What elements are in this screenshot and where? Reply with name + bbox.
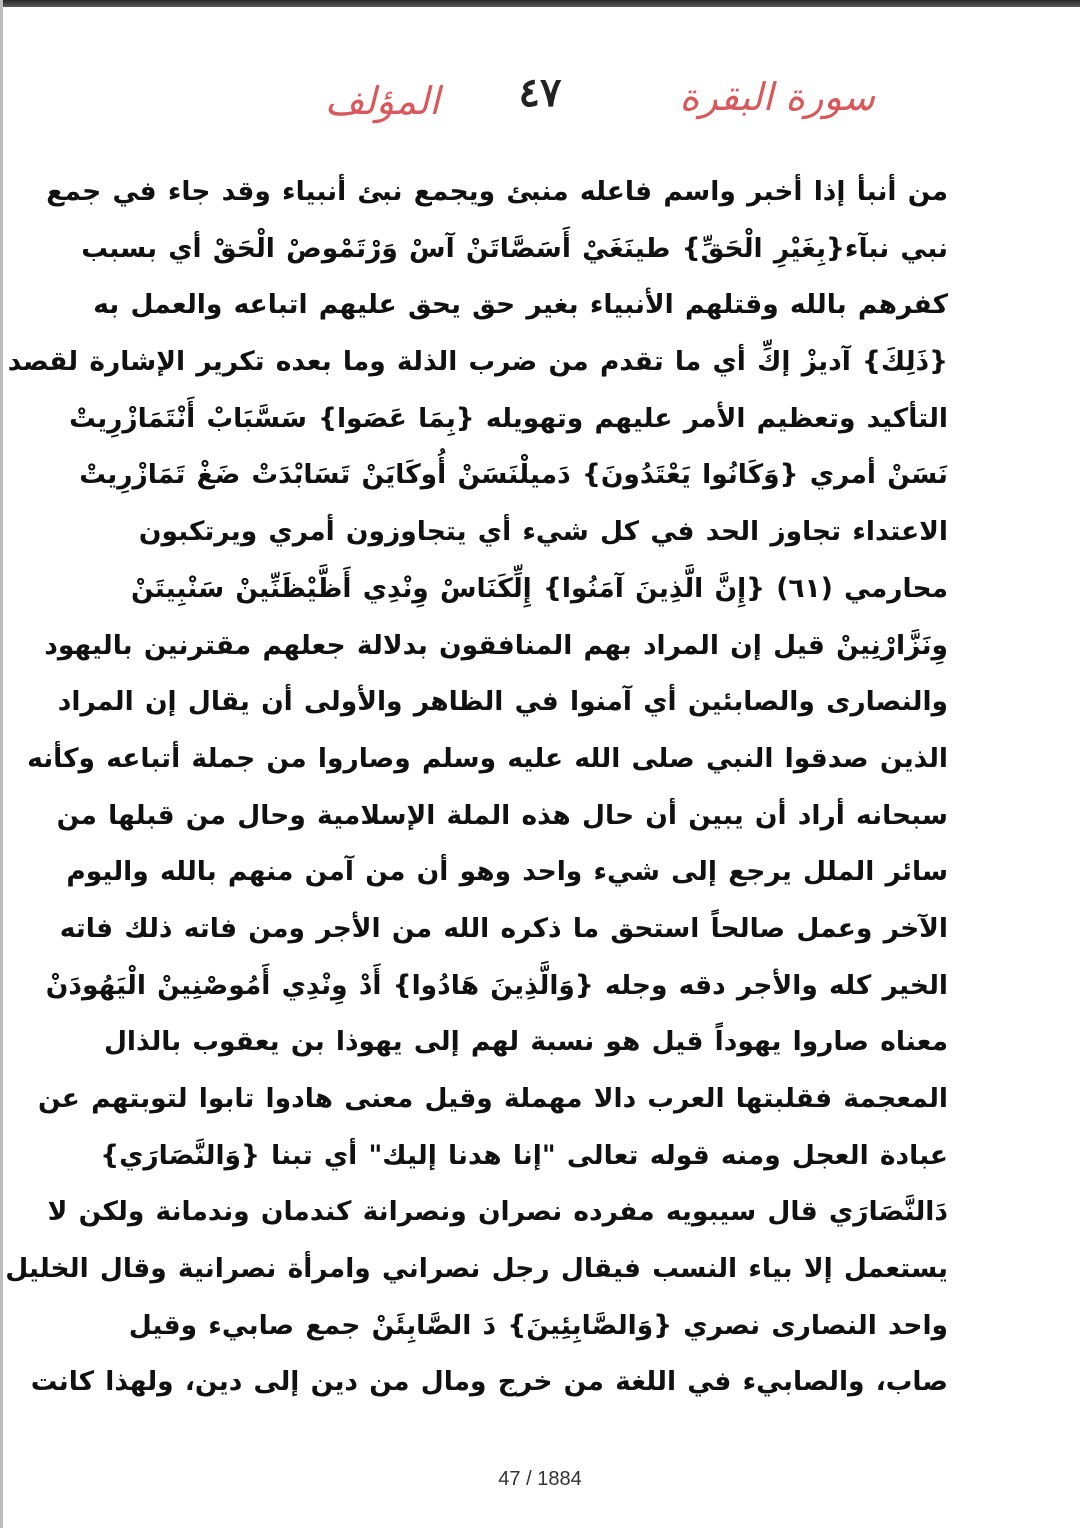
text-line: يستعمل إلا بياء النسب فيقال رجل نصراني وامرأة نصرانية وقال الخليل: [5, 1253, 948, 1285]
text-line: سائر الملل يرجع إلى شيء واحد وهو أن من آمن منهم بالله واليوم: [66, 856, 948, 888]
text-line: وِنَزَّارْنِينْ قيل إن المراد بهم المنافقون بدلالة جعلهم مقترنين باليهود: [44, 629, 948, 661]
text-line: سبحانه أراد أن يبين أن حال هذه الملة الإسلامية وحال من قبلها من: [56, 799, 948, 831]
text-line: الخير كله والأجر دقه وجله {وَالَّذِينَ هَادُوا} أَدْ وِنْدِي أَمُوصْنِينْ الْيَهُودَنْ: [45, 969, 948, 1001]
scan-left-edge: [0, 0, 3, 1528]
text-line: واحد النصارى نصري {وَالصَّابِئِينَ} دَ الصَّابِئَنْ جمع صابيء وقيل: [128, 1309, 948, 1341]
scan-top-edge: [0, 0, 1080, 7]
text-line: الآخر وعمل صالحاً استحق ما ذكره الله من الأجر ومن فاته ذلك فاته: [59, 912, 948, 944]
text-line: الاعتداء تجاوز الحد في كل شيء أي يتجاوزون أمري ويرتكبون: [138, 516, 948, 548]
body-text: [5, 164, 948, 1411]
text-line: المعجمة فقلبتها العرب دالا مهملة وقيل معنى هادوا تابوا لتوبتهم عن: [37, 1083, 948, 1114]
text-line: صاب، والصابيء في اللغة من خرج ومال من دين إلى دين، ولهذا كانت: [30, 1366, 948, 1398]
text-line: التأكيد وتعظيم الأمر عليهم وتهويله {بِمَا عَصَوا} سَسَّبَابْ أَنْتَمَازْرِيتْ: [69, 402, 948, 434]
page-number: ٤٧: [518, 69, 562, 116]
page-header: [0, 60, 1080, 140]
text-line: عبادة العجل ومنه قوله تعالى "إنا هدنا إليك" أي تبنا {وَالنَّصَارَي}: [100, 1139, 948, 1171]
text-line: الذين صدقوا النبي صلى الله عليه وسلم وصاروا من جملة أتباعه وكأنه: [27, 742, 948, 774]
text-line: {ذَلِكَ} آديزْ إكِّ أي ما تقدم من ضرب الذلة وما بعده تكرير الإشارة لقصد: [7, 346, 948, 378]
surah-title: سورة البقرة: [679, 75, 875, 119]
text-line: والنصارى والصابئين أي آمنوا في الظاهر والأولى أن يقال إن المراد: [57, 686, 948, 718]
text-line: معناه صاروا يهوداً قيل هو نسبة لهم إلى يهوذا بن يعقوب بالذال: [103, 1026, 948, 1058]
text-line: نبي نبآء{بِغَيْرِ الْحَقِّ} طينَغَيْ أَسَصَّاتَنْ آسْ وَرْتَمْوصْ الْحَقْ أي بسبب: [81, 232, 948, 264]
author-label: المؤلف: [325, 79, 440, 123]
text-line: كفرهم بالله وقتلهم الأنبياء بغير حق يحق عليهم اتباعه والعمل به: [93, 289, 948, 321]
text-line: من أنبأ إذا أخبر واسم فاعله منبئ ويجمع نبئ أنبياء وقد جاء في جمع: [46, 176, 948, 207]
text-line: نَسَنْ أمري {وَكَانُوا يَعْتَدُونَ} دَميلْنَسَنْ أُوكَايَنْ تَسَابْدَتْ ضَغْ تَمَازْرِيتْ: [79, 459, 948, 491]
page-indicator: 47 / 1884: [498, 1468, 582, 1490]
text-line: محارمي (٦١) {إِنَّ الَّذِينَ آمَنُوا} إِلِّكَنَاسْ وِنْدِي أَظَّيْظَنِّينْ سَنْبِيتَنْ: [130, 572, 948, 604]
text-line: دَالنَّصَارَي قال سيبويه مفرده نصران ونصرانة كندمان وندمانة ولكن لا: [47, 1196, 948, 1228]
